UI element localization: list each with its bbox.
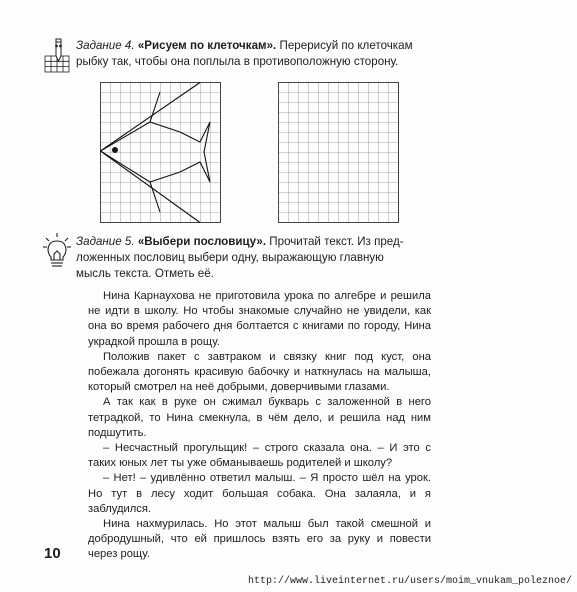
task4-number: Задание 4. bbox=[76, 39, 135, 52]
pencil-icon bbox=[56, 39, 62, 61]
story-paragraph-3: А так как в руке он сжимал букварь с заложенной в него тетрадкой, то Нина смекнула, в чём дело, и решила над ним подшутить. bbox=[88, 396, 431, 439]
fish-grid bbox=[100, 82, 224, 225]
fish-eye bbox=[112, 147, 118, 153]
task4-title: «Рисуем по клеточкам». bbox=[137, 39, 277, 52]
story-paragraph-4: – Несчастный прогульщик! – строго сказала она. – И это с таких юных лет ты уже обманываешь родителей и школу? bbox=[88, 442, 431, 470]
task5-title: «Выбери пословицу». bbox=[137, 235, 267, 248]
task5-text-line3: мысль текста. Отметь её. bbox=[76, 267, 214, 280]
story-paragraph-5: – Нет! – удивлённо ответил малыш. – Я просто шёл на урок. Но тут в лесу ходит большая собака. Она залаяла, и я заблудился. bbox=[88, 472, 431, 515]
footer-url[interactable]: http://www.liveinternet.ru/users/moim_vnukam_poleznoe/ bbox=[248, 576, 573, 587]
task4-text-line1: Перерисуй по клеточкам bbox=[279, 39, 413, 52]
task4-text-line2: рыбку так, чтобы она поплыла в противоположную сторону. bbox=[76, 55, 399, 68]
story-paragraph-6: Нина нахмурилась. Но этот малыш был такой смешной и добродушный, что ей пришлось взять его за руку и повести через рощу. bbox=[88, 518, 431, 561]
page-number: 10 bbox=[44, 545, 61, 562]
story-paragraph-1: Нина Карнаухова не приготовила урока по алгебре и решила не идти в школу. Но чтобы знакомые случайно не увидели, как она во время рабочего дня болтается с книгами по городу, Нина украдкой прошла в рощу. bbox=[88, 290, 431, 348]
task5-text-line2: ложенных пословиц выбери одну, выражающую главную bbox=[76, 251, 384, 264]
task5-number: Задание 5. bbox=[76, 235, 135, 248]
task5-heading bbox=[76, 234, 428, 250]
lightbulb-icon bbox=[42, 232, 72, 270]
story-paragraph-2: Положив пакет с завтраком и связку книг под куст, она побежала догонять красивую бабочку и наткнулась на малыша, который смотрел на неё добрыми, доверчивыми глазами. bbox=[88, 350, 431, 394]
pencil-grid-icon bbox=[44, 36, 76, 74]
task4-heading bbox=[76, 38, 413, 54]
task5-text-line1: Прочитай текст. Из пред- bbox=[269, 235, 404, 248]
story-text bbox=[88, 289, 431, 563]
empty-grid[interactable] bbox=[278, 82, 402, 225]
